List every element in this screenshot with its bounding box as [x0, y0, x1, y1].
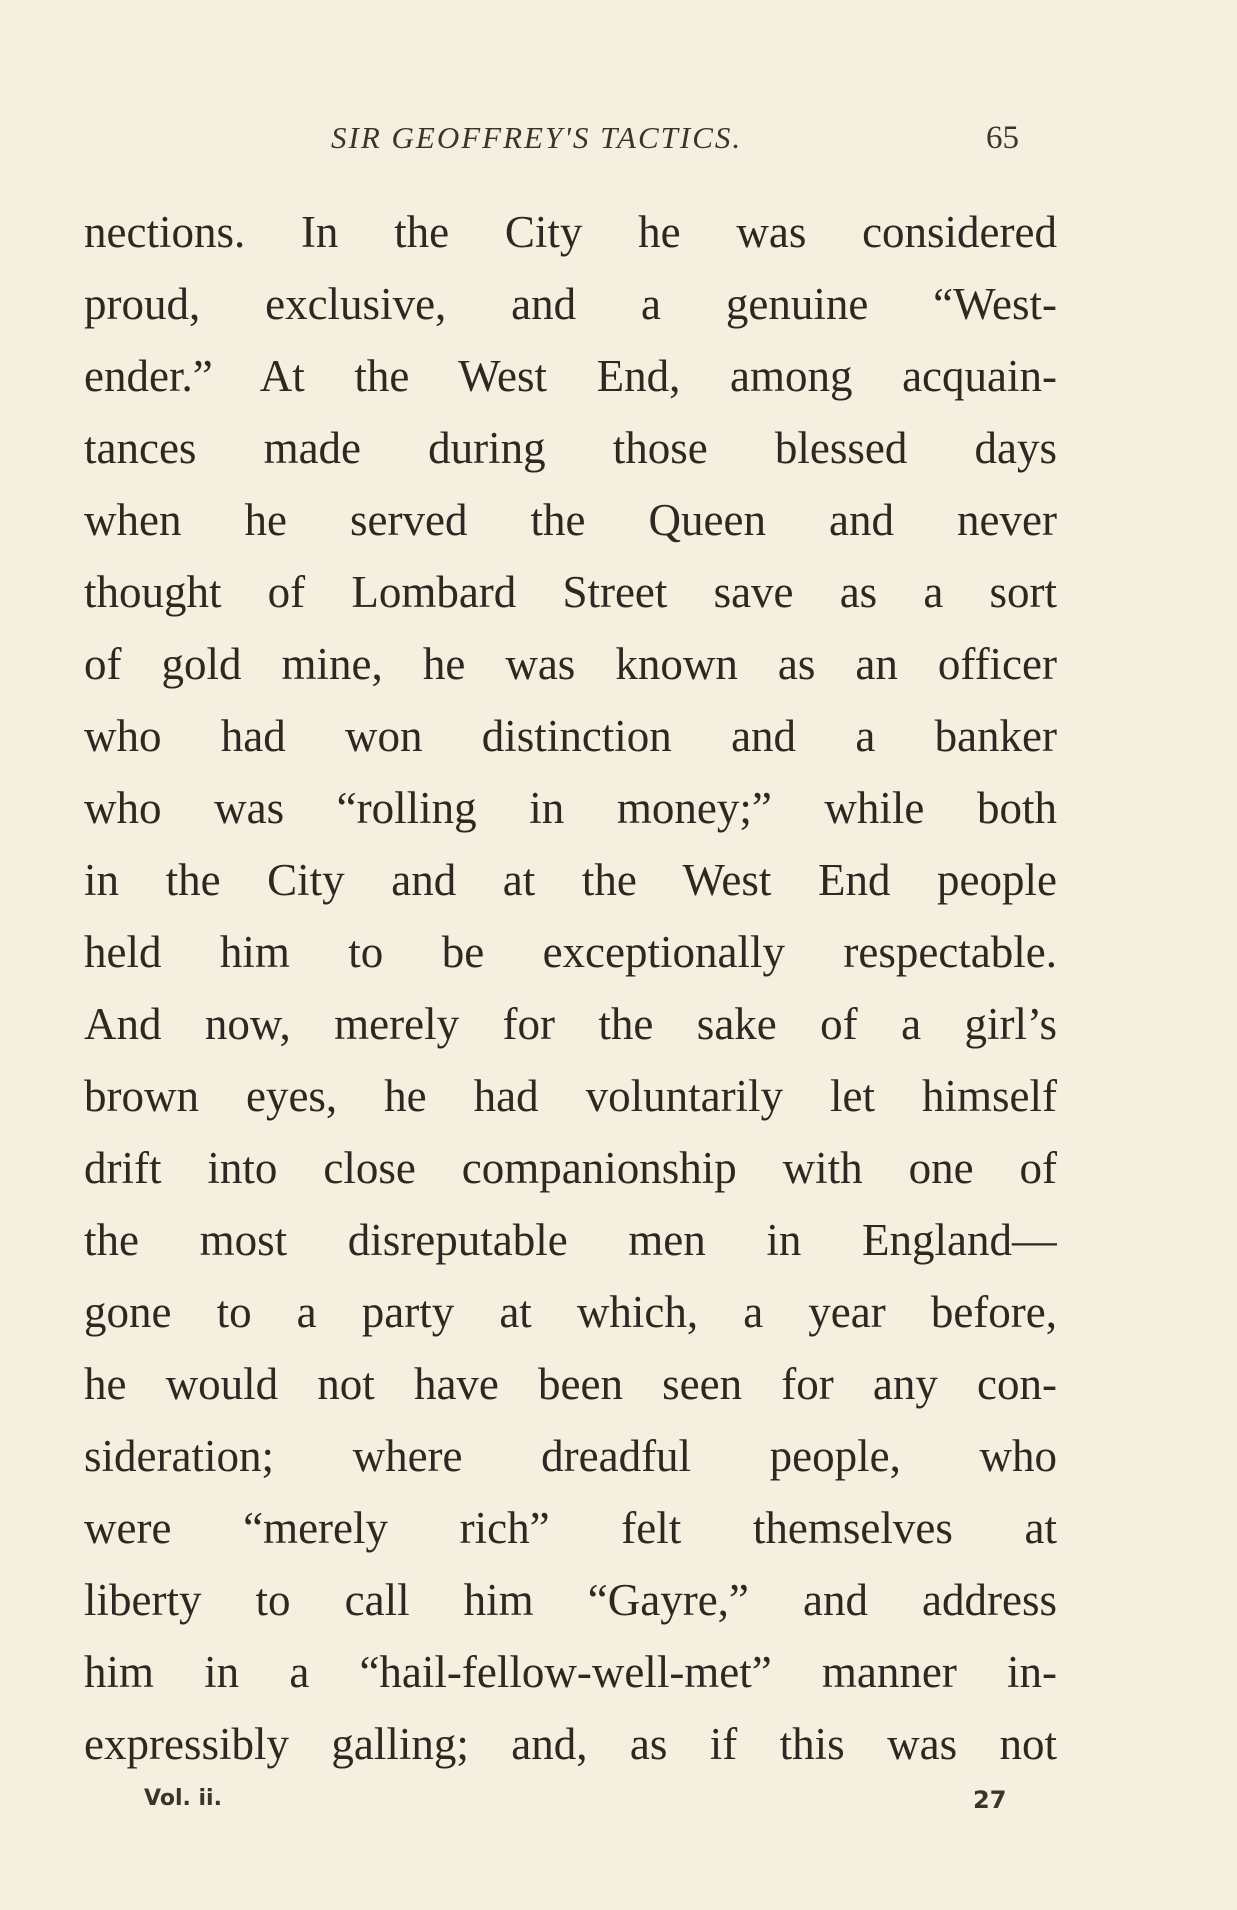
text-line: he would not have been seen for any con- [84, 1359, 1057, 1409]
text-line: in the City and at the West End people [84, 855, 1057, 905]
text-line: held him to be exceptionally respectable. [84, 927, 1057, 977]
text-line: the most disreputable men in England— [84, 1215, 1057, 1265]
running-head [0, 120, 1237, 170]
text-line: when he served the Queen and never [84, 495, 1057, 545]
text-line: liberty to call him “Gayre,” and address [84, 1575, 1057, 1625]
text-line: expressibly galling; and, as if this was not [84, 1719, 1057, 1769]
page-number: 65 [986, 120, 1019, 156]
text-line: sideration; where dreadful people, who [84, 1431, 1057, 1481]
page-footer [0, 1786, 1237, 1826]
running-title: SIR GEOFFREY'S TACTICS. [331, 120, 743, 155]
text-line: proud, exclusive, and a genuine “West- [84, 279, 1057, 329]
volume-mark: Vol. ii. [144, 1786, 222, 1811]
text-line: drift into close companionship with one of [84, 1143, 1057, 1193]
text-line: And now, merely for the sake of a girl’s [84, 999, 1057, 1049]
text-line: ender.” At the West End, among acquain- [84, 351, 1057, 401]
signature-mark: 27 [973, 1786, 1007, 1814]
text-line: thought of Lombard Street save as a sort [84, 567, 1057, 617]
text-line: who had won distinction and a banker [84, 711, 1057, 761]
text-line: gone to a party at which, a year before, [84, 1287, 1057, 1337]
body-text [84, 196, 1057, 1780]
text-line: nections. In the City he was considered [84, 207, 1057, 257]
text-line: were “merely rich” felt themselves at [84, 1503, 1057, 1553]
text-line: tances made during those blessed days [84, 423, 1057, 473]
text-line: of gold mine, he was known as an officer [84, 639, 1057, 689]
text-line: him in a “hail-fellow-well-met” manner in- [84, 1647, 1057, 1697]
text-line: who was “rolling in money;” while both [84, 783, 1057, 833]
text-line: brown eyes, he had voluntarily let himself [84, 1071, 1057, 1121]
